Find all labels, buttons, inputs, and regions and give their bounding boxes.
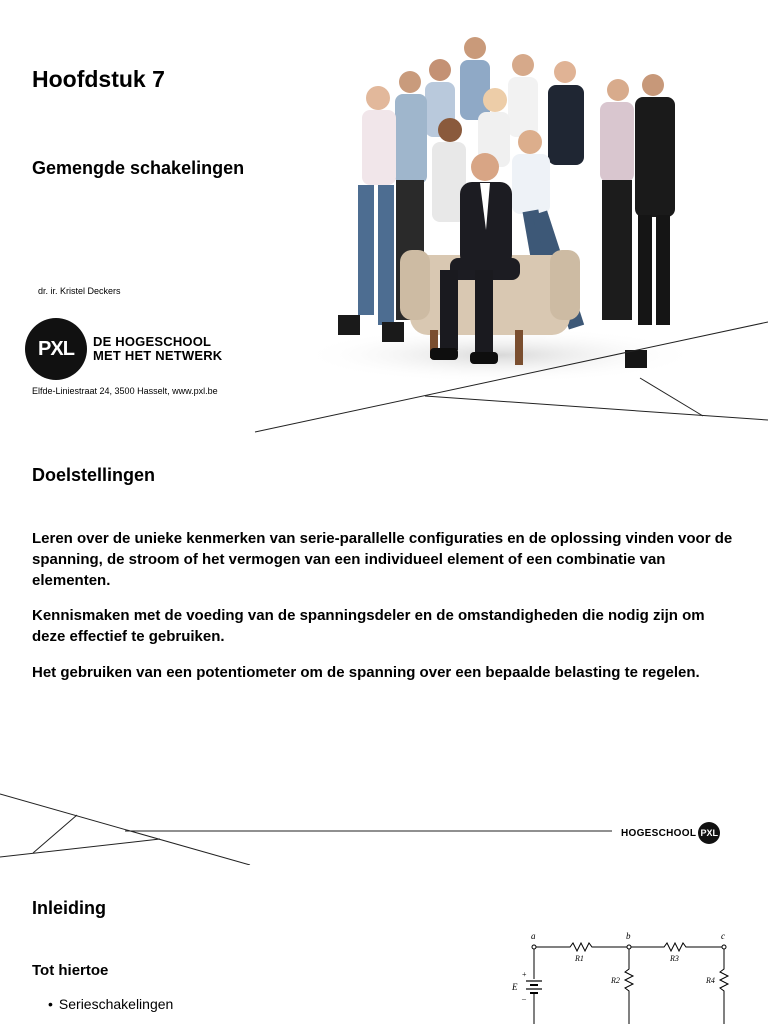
objective-paragraph: Leren over de unieke kenmerken van serie-parallelle configuraties en de oplossing vinden voor de spanning, de stroom of het vermogen van een individueel element of een combinatie van elementen. bbox=[32, 530, 733, 589]
circuit-diagram bbox=[508, 931, 738, 1024]
node-label-b: b bbox=[626, 931, 631, 941]
footer-brand bbox=[621, 822, 720, 844]
introduction-subheading: Tot hiertoe bbox=[32, 962, 109, 979]
pxl-logo-mark: PXL bbox=[25, 318, 87, 380]
footer-decoration-lines bbox=[0, 433, 768, 865]
node-label-a: a bbox=[531, 931, 536, 941]
resistor-label-r1: R1 bbox=[575, 954, 584, 963]
introduction-heading: Inleiding bbox=[32, 898, 106, 918]
resistor-label-r2: R2 bbox=[611, 976, 620, 985]
author-name: dr. ir. Kristel Deckers bbox=[38, 286, 121, 296]
logo-tagline-line2: MET HET NETWERK bbox=[93, 348, 223, 363]
chapter-subtitle: Gemengde schakelingen bbox=[32, 158, 245, 178]
source-label-e: E bbox=[512, 982, 518, 992]
objectives-slide bbox=[0, 433, 768, 865]
pxl-logo bbox=[25, 318, 265, 380]
source-minus-sign: – bbox=[522, 994, 526, 1003]
footer-pxl-logo: PXL bbox=[698, 822, 720, 844]
introduction-slide bbox=[0, 865, 768, 1024]
objective-paragraph: Kennismaken met de voeding van de spanningsdeler en de omstandigheden die nodig zijn om deze effectief te gebruiken. bbox=[32, 607, 705, 645]
list-item: • Serieschakelingen bbox=[48, 996, 173, 1012]
group-photo bbox=[300, 30, 710, 385]
objective-paragraph: Het gebruiken van een potentiometer om de spanning over een bepaalde belasting te regelen. bbox=[32, 664, 700, 681]
title-slide bbox=[0, 0, 768, 433]
resistor-label-r3: R3 bbox=[670, 954, 679, 963]
left-woman bbox=[338, 86, 404, 342]
school-address: Elfde-Liniestraat 24, 3500 Hasselt, www.pxl.be bbox=[32, 386, 218, 396]
node-label-c: c bbox=[721, 931, 725, 941]
objectives-heading: Doelstellingen bbox=[32, 465, 156, 485]
logo-tagline-line1: DE HOGESCHOOL bbox=[93, 334, 212, 349]
resistor-label-r4: R4 bbox=[706, 976, 715, 985]
source-plus-sign: + bbox=[522, 970, 527, 979]
footer-brand-text: HOGESCHOOL bbox=[621, 827, 697, 839]
chapter-title: Hoofdstuk 7 bbox=[32, 66, 165, 92]
